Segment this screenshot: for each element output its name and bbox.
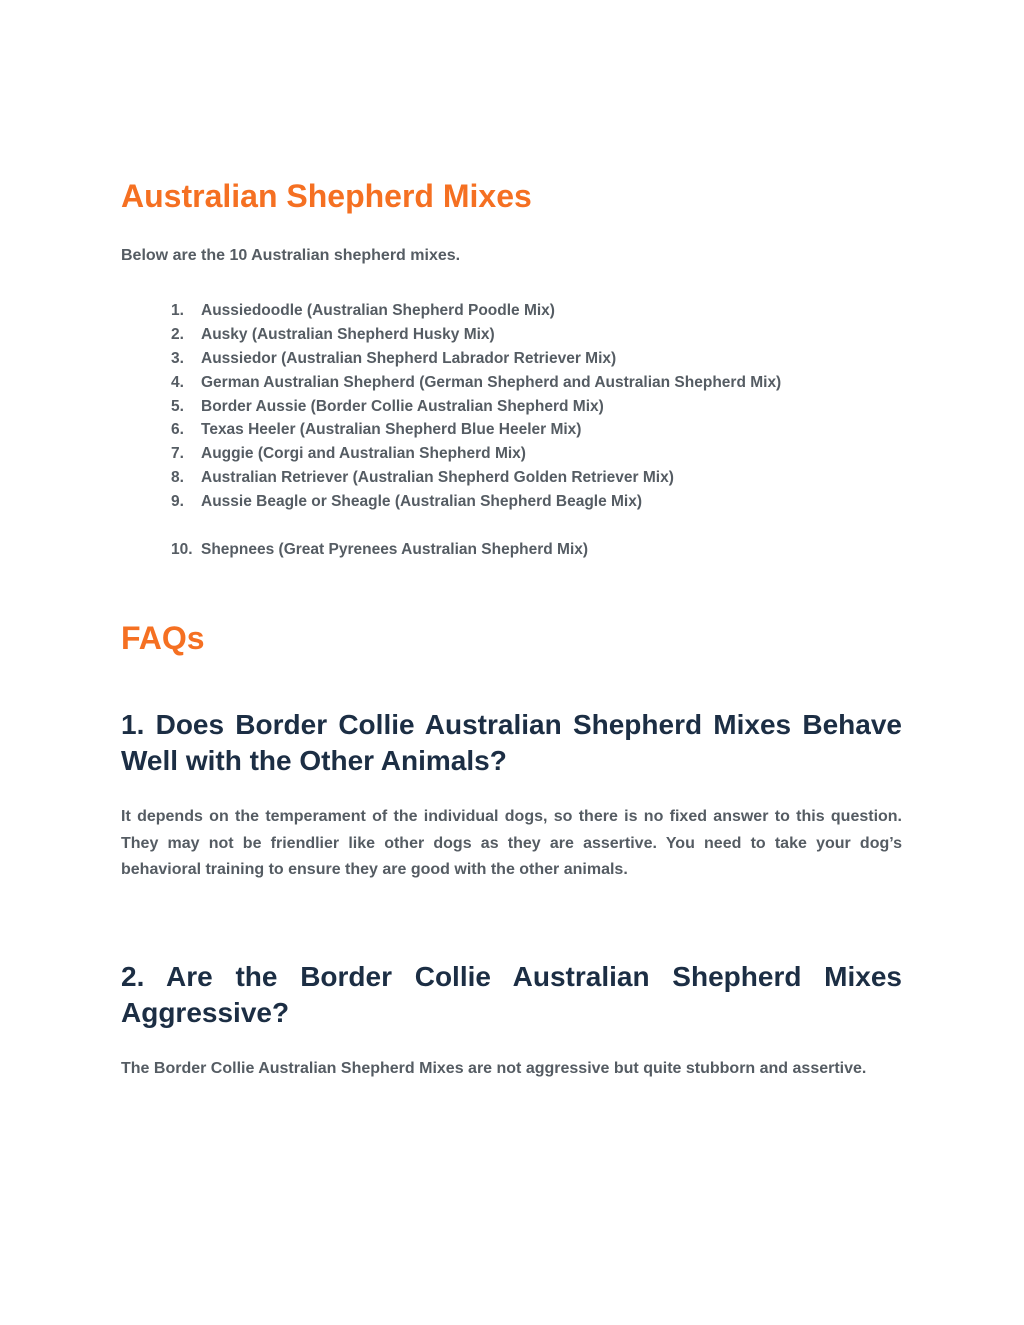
list-item-text: Shepnees (Great Pyrenees Australian Shepherd Mix): [201, 541, 589, 558]
list-item-text: Auggie (Corgi and Australian Shepherd Mix): [201, 445, 526, 463]
list-number: 5.: [171, 397, 184, 415]
section-heading-mixes: Australian Shepherd Mixes: [121, 178, 532, 214]
list-item: [171, 540, 588, 564]
list-number: 6.: [171, 421, 184, 439]
list-item-text: Border Aussie (Border Collie Australian Shepherd Mix): [201, 397, 604, 415]
list-item: [171, 301, 781, 325]
list-item: [171, 420, 781, 444]
list-item-text: Ausky (Australian Shepherd Husky Mix): [201, 325, 495, 343]
list-item: [171, 444, 781, 468]
list-item-text: Aussie Beagle or Sheagle (Australian Shepherd Beagle Mix): [201, 493, 643, 511]
list-item: [171, 373, 781, 397]
faq-question: 1. Does Border Collie Australian Shepherd Mixes Behave Well with the Other Animals?: [121, 709, 902, 776]
list-item-text: Aussiedor (Australian Shepherd Labrador Retriever Mix): [201, 349, 617, 367]
faq-question: 2. Are the Border Collie Australian Shepherd Mixes Aggressive?: [121, 961, 902, 1028]
list-item-text: German Australian Shepherd (German Shepherd and Australian Shepherd Mix): [201, 373, 782, 391]
list-number: 3.: [171, 349, 184, 367]
list-item: [171, 325, 781, 349]
list-number: 4.: [171, 373, 184, 391]
list-item-text: Texas Heeler (Australian Shepherd Blue Heeler Mix): [201, 421, 582, 439]
list-item-text: Aussiedoodle (Australian Shepherd Poodle Mix): [201, 302, 555, 319]
intro-text: Below are the 10 Australian shepherd mixes.: [121, 247, 461, 264]
list-number: 10.: [171, 541, 193, 558]
list-item: [171, 349, 781, 373]
list-item: [171, 397, 781, 421]
list-number: 1.: [171, 302, 184, 319]
mix-list: [171, 301, 782, 558]
list-item: [171, 492, 781, 516]
list-number: 7.: [171, 445, 184, 463]
list-number: 2.: [171, 325, 184, 343]
list-number: 8.: [171, 469, 184, 487]
list-number: 9.: [171, 493, 184, 511]
list-item: [171, 468, 781, 492]
faq-answer: The Border Collie Australian Shepherd Mixes are not aggressive but quite stubborn and assertive.: [121, 1060, 867, 1077]
faq-answer: It depends on the temperament of the individual dogs, so there is no fixed answer to this question. They may not be friendlier like other dogs as they are assertive. You need to take your dog’s behavioral training to ensure they are good with the other animals.: [121, 808, 902, 878]
section-heading-faqs: FAQs: [121, 620, 205, 656]
list-item-text: Australian Retriever (Australian Shepherd Golden Retriever Mix): [201, 469, 674, 487]
